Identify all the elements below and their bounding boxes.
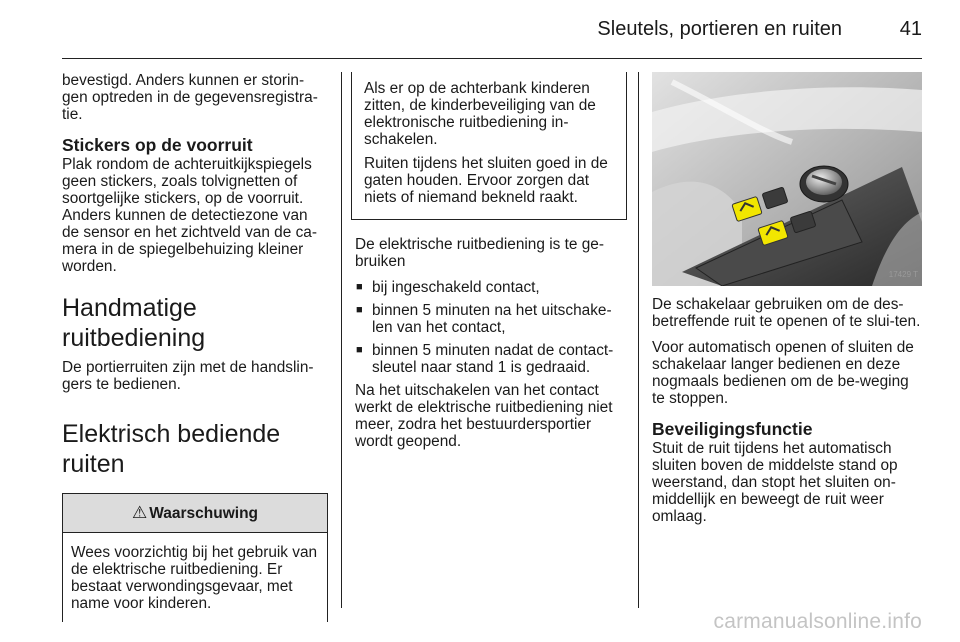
child-lock-paragraph: Als er op de achterbank kinderen zitten, de kinderbeveiliging van de elektronische ruitbediening in-schakelen. bbox=[364, 80, 596, 148]
page-title: Sleutels, portieren en ruiten bbox=[597, 18, 842, 40]
warning-triangle-icon: ⚠ bbox=[131, 503, 148, 522]
stickers-paragraph: Plak rondom de achteruitkijkspiegels geen stickers, zoals tolvignetten of soortgelijke stickers, op de voorruit. Anders kunnen de detectiezone van de sensor en het zichtveld van de ca-mera in de spiegelbehuizing kleiner worden. bbox=[62, 156, 317, 275]
page-number: 41 bbox=[899, 18, 922, 40]
list-item: ■ bij ingeschakeld contact, bbox=[355, 279, 623, 296]
safety-function-paragraph: Stuit de ruit tijdens het automatisch sluiten boven de middelste stand op weerstand, dan stopt het sluiten on-middellijk en beweegt de ruit weer omlaag. bbox=[652, 440, 898, 525]
column-middle bbox=[355, 72, 623, 459]
column-left bbox=[62, 72, 328, 622]
list-item: ■ binnen 5 minuten na het uitschake-len van het contact, bbox=[355, 302, 623, 336]
safety-function-heading: Beveiligingsfunctie bbox=[652, 419, 813, 439]
stickers-heading: Stickers op de voorruit bbox=[62, 135, 253, 155]
intro-paragraph: bevestigd. Anders kunnen er storin-gen optreden in de gegevensregistra-tie. bbox=[62, 72, 318, 123]
list-item: ■ binnen 5 minuten nadat de contact-sleutel naar stand 1 is gedraaid. bbox=[355, 342, 623, 376]
operation-paragraph: De elektrische ruitbediening is te ge-bruiken bbox=[355, 236, 604, 270]
warning-text: Wees voorzichtig bij het gebruik van de elektrische ruitbediening. Er bestaat verwondingsgevaar, met name voor kinderen. bbox=[71, 544, 318, 612]
door-switch-illustration bbox=[652, 72, 922, 286]
manual-windows-paragraph: De portierruiten zijn met de handslin-gers te bedienen. bbox=[62, 359, 314, 393]
closing-caution-paragraph: Ruiten tijdens het sluiten goed in de gaten houden. Ervoor zorgen dat niets of niemand bekneld raakt. bbox=[364, 155, 608, 206]
electric-windows-heading: Elektrisch bediende ruiten bbox=[62, 420, 281, 478]
operation-conditions-list bbox=[355, 279, 623, 376]
image-reference-code: 17429 T bbox=[888, 270, 918, 279]
column-right bbox=[652, 72, 922, 534]
column-divider-right bbox=[638, 72, 639, 608]
warning-title: Waarschuwing bbox=[149, 505, 259, 522]
switch-usage-paragraph: De schakelaar gebruiken om de des-betreffende ruit te openen of te slui-ten. bbox=[652, 296, 921, 330]
header-divider bbox=[62, 58, 922, 59]
automatic-mode-paragraph: Voor automatisch openen of sluiten de schakelaar langer bedienen en deze nogmaals bedienen om de be-weging te stoppen. bbox=[652, 339, 914, 407]
column-divider-left bbox=[341, 72, 342, 608]
ignition-off-paragraph: Na het uitschakelen van het contact werkt de elektrische ruitbediening niet meer, zodra het bestuurdersportier wordt geopend. bbox=[355, 382, 613, 450]
warning-header bbox=[63, 493, 327, 533]
warning-continuation-box bbox=[351, 72, 627, 220]
window-switch-photo bbox=[652, 72, 922, 286]
warning-box bbox=[62, 493, 328, 622]
manual-windows-heading: Handmatige ruitbediening bbox=[62, 294, 206, 352]
watermark: carmanualsonline.info bbox=[713, 610, 922, 633]
